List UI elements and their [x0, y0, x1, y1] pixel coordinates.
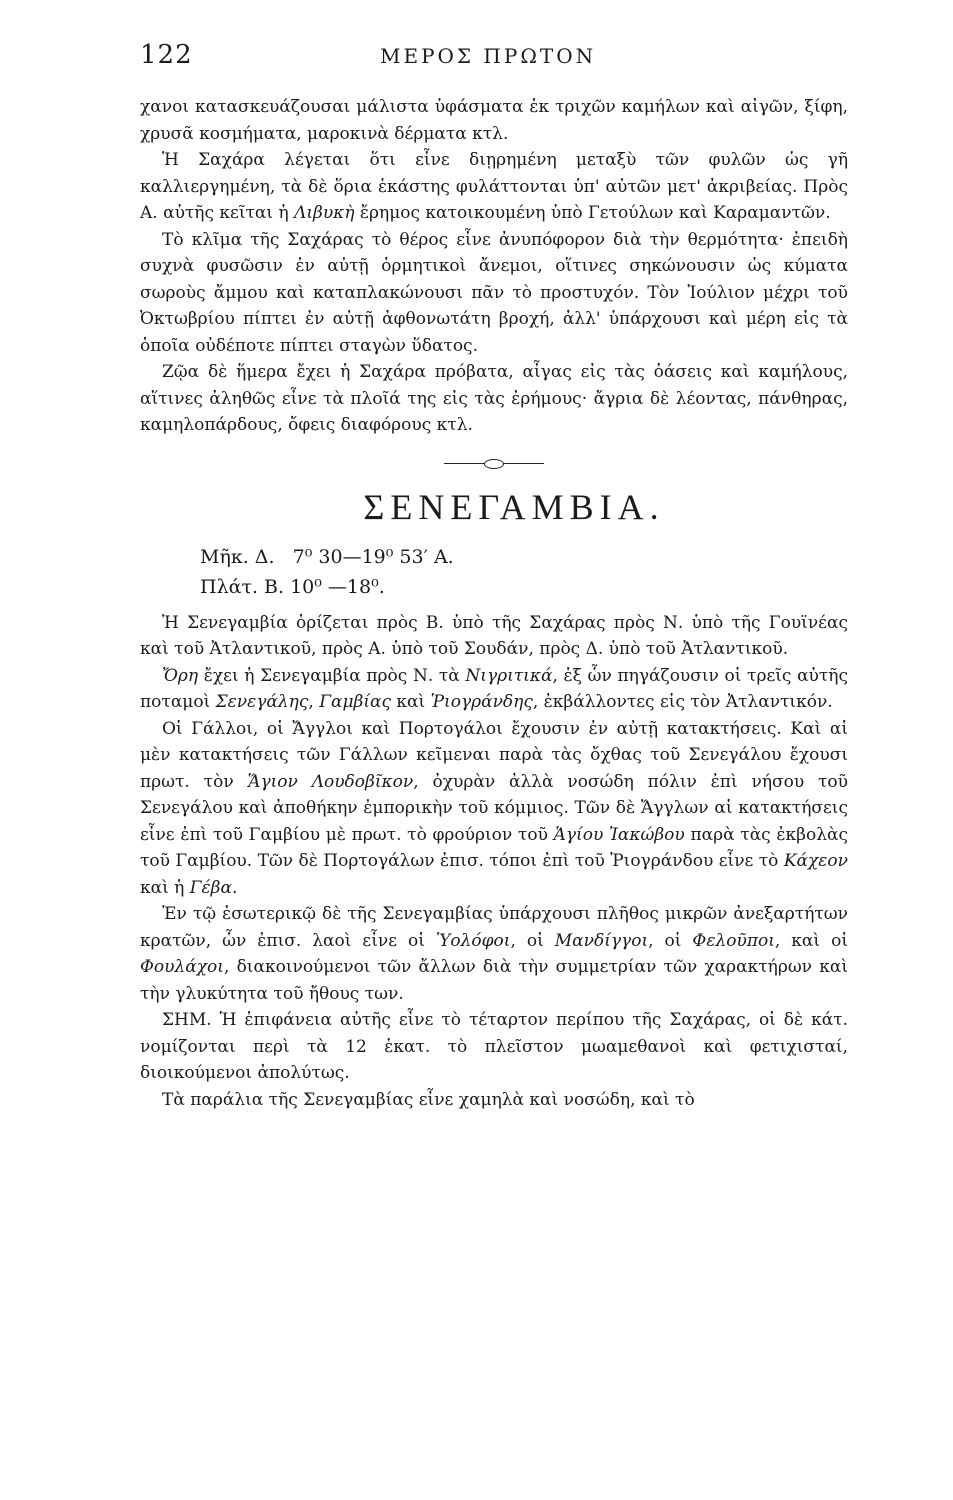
text-run: ΣΗΜ. Ἡ ἐπιφάνεια αὐτῆς εἶνε τὸ τέταρτον περίπου τῆς Σαχάρας, οἱ δὲ κάτ. νομίζονται περὶ τὰ 12 ἑκατ. τὸ πλεῖστον μωαμεθανοὶ καὶ φετιχισταί, διοικούμενοι ἀπολύτως. — [140, 1010, 848, 1083]
text-run: Ἐν τῷ ἐσωτερικῷ δὲ τῆς Σενεγαμβίας ὑπάρχουσι πλῆθος μικρῶν ἀνεξαρτήτων κρατῶν, ὧν ἐπισ. λαοὶ εἶνε οἱ — [140, 904, 848, 951]
italic-term: Λιβυκὴ — [294, 203, 355, 223]
text-run: Ἡ Σαχάρα λέγεται ὅτι εἶνε διῃρημένη μεταξὺ τῶν φυλῶν ὡς γῆ καλλιεργημένη, τὰ δὲ ὅρια ἑκάστης φυλάττονται ὑπ' αὐτῶν μετ' ἀκριβείας. Πρὸς Α. αὐτῆς κεῖται ἡ — [140, 150, 848, 223]
italic-term: Γαμβίας — [319, 692, 392, 712]
text-run: Ζῷα δὲ ἥμερα ἔχει ἡ Σαχάρα πρόβατα, αἶγας εἰς τὰς ὀάσεις καὶ καμήλους, αἵτινες ἀληθῶς εἶνε τὰ πλοῖά της εἰς τὰς ἐρήμους· ἄγρια δὲ λέοντας, πάνθηρας, καμηλοπάρδους, ὄφεις διαφόρους κτλ. — [140, 362, 848, 435]
text-run: καὶ ἡ — [140, 877, 190, 898]
text-run: Οἱ Γάλλοι, οἱ Ἄγγλοι καὶ Πορτογάλοι ἔχουσιν ἐν αὐτῇ κατακτήσεις. Καὶ αἱ μὲν κατακτήσεις τῶν Γάλλων κεῖμεναι παρὰ τὰς ὄχθας τοῦ Σενεγάλου ἔχουσι πρωτ. τὸν — [140, 718, 848, 792]
paragraph — [140, 359, 848, 439]
paragraph — [140, 227, 848, 360]
paragraph — [140, 663, 848, 716]
longitude-line: Μῆκ. Δ. 7⁰ 30—19⁰ 53′ Α. — [200, 545, 454, 568]
italic-term: Ἅγιον Λουδοβῖκον — [247, 771, 414, 792]
section-title: ΣΕΝΕΓΑΜΒΙΑ. — [363, 486, 665, 527]
italic-term: Φουλάχοι — [140, 957, 224, 977]
paragraph — [140, 147, 848, 227]
italic-term: Σενεγάλης — [215, 692, 309, 712]
text-run: , οἱ — [648, 930, 693, 951]
coordinates-block — [200, 542, 848, 602]
text-run: καὶ — [391, 692, 431, 712]
italic-term: Μανδίγγοι — [554, 930, 649, 951]
text-run: Τὸ κλῖμα τῆς Σαχάρας τὸ θέρος εἶνε ἀνυπόφορον διὰ τὴν θερμότητα· ἐπειδὴ συχνὰ φυσῶσιν ἐν αὐτῇ ὁρμητικοὶ ἄνεμοι, οἵτινες σηκώνουσιν ὡς κύματα σωροὺς ἄμμου καὶ καταπλακώνουσι πᾶν τὸ προστυχόν. Τὸν Ἰούλιον μέχρι τοῦ Ὀκτωβρίου πίπτει ἐν αὐτῇ ἀφθονωτάτη βροχή, ἀλλ' ὑπάρχουσι καὶ μέρη εἰς τὰ ὁποῖα οὐδέποτε πίπτει σταγὼν ὕδατος. — [140, 229, 848, 356]
page-header — [140, 40, 848, 80]
italic-term: Νιγριτικά — [465, 665, 553, 686]
page-number: 122 — [140, 40, 193, 70]
paragraph — [140, 610, 848, 663]
text-run: , ἐκβάλλοντες εἰς τὸν Ἀτλαντικόν. — [532, 692, 833, 712]
latitude-line: Πλάτ. Β. 10⁰ —18⁰. — [200, 575, 385, 598]
text-run: . — [232, 877, 238, 898]
text-run: Ἡ Σενεγαμβία ὁρίζεται πρὸς Β. ὑπὸ τῆς Σαχάρας πρὸς Ν. ὑπὸ τῆς Γουϊνέας καὶ τοῦ Ἀτλαντικοῦ, πρὸς Α. ὑπὸ τοῦ Σουδάν, πρὸς Δ. ὑπὸ τοῦ Ἀτλαντικοῦ. — [140, 612, 848, 659]
text-run: , ὀχυρὰν ἀλλὰ νοσώδη πόλιν ἐπὶ νήσου τοῦ Σενεγάλου καὶ ἀποθήκην ἐμπορικὴν τοῦ κόμμιος. Τῶν δὲ Ἄγγλων αἱ κατακτήσεις εἶνε ἐπὶ τοῦ Γαμβίου μὲ πρωτ. τὸ φρούριον τοῦ — [140, 771, 848, 845]
text-run: χανοι κατασκευάζουσαι μάλιστα ὑφάσματα ἐκ τριχῶν καμήλων καὶ αἰγῶν, ξίφη, χρυσᾶ κοσμήματα, μαροκινὰ δέρματα κτλ. — [140, 97, 848, 144]
italic-term: Γέβα — [189, 877, 232, 898]
text-run: , — [308, 692, 320, 712]
page-body — [140, 94, 848, 1113]
italic-term: Ῥιογράνδης — [430, 692, 533, 712]
section-divider-ornament — [444, 463, 544, 464]
italic-term: Ὄρη — [162, 665, 199, 686]
text-run: Τὰ παράλια τῆς Σενεγαμβίας εἶνε χαμηλὰ καὶ νοσώδη, καὶ τὸ — [162, 1089, 695, 1110]
text-run: , οἱ — [510, 930, 555, 951]
senegambia-text — [140, 610, 848, 1114]
running-head: ΜΕΡΟΣ ΠΡΩΤΟΝ — [380, 44, 597, 68]
paragraph — [140, 94, 848, 147]
italic-term: Φελοῦποι — [692, 930, 775, 951]
paragraph — [140, 716, 848, 902]
italic-term: Ὑολόφοι — [435, 930, 511, 951]
paragraph — [140, 1007, 848, 1087]
italic-term: Ἁγίου Ἰακώβου — [553, 824, 685, 845]
text-run: παρὰ τὰς ἐκβολὰς τοῦ Γαμβίου. Τῶν δὲ Πορτογάλων ἐπισ. τόποι ἐπὶ τοῦ Ῥιογράνδου εἶνε τὸ — [140, 824, 848, 871]
italic-term: Κάχεον — [783, 851, 848, 871]
text-run: ἔχει ἡ Σενεγαμβία πρὸς Ν. τὰ — [198, 665, 466, 686]
text-run: , διακοινούμενοι τῶν ἄλλων διὰ τὴν συμμετρίαν τῶν χαρακτήρων καὶ τὴν γλυκύτητα τοῦ ἤθους των. — [140, 957, 848, 1004]
paragraph — [140, 901, 848, 1007]
text-run: , ἐξ ὧν πηγάζουσιν οἱ τρεῖς αὐτῆς ποταμοὶ — [140, 665, 849, 712]
sahara-text — [140, 94, 848, 439]
text-run: ἔρημος κατοικουμένη ὑπὸ Γετούλων καὶ Καραμαντῶν. — [354, 203, 831, 223]
text-run: , καὶ οἱ — [774, 930, 848, 951]
paragraph — [140, 1087, 848, 1114]
